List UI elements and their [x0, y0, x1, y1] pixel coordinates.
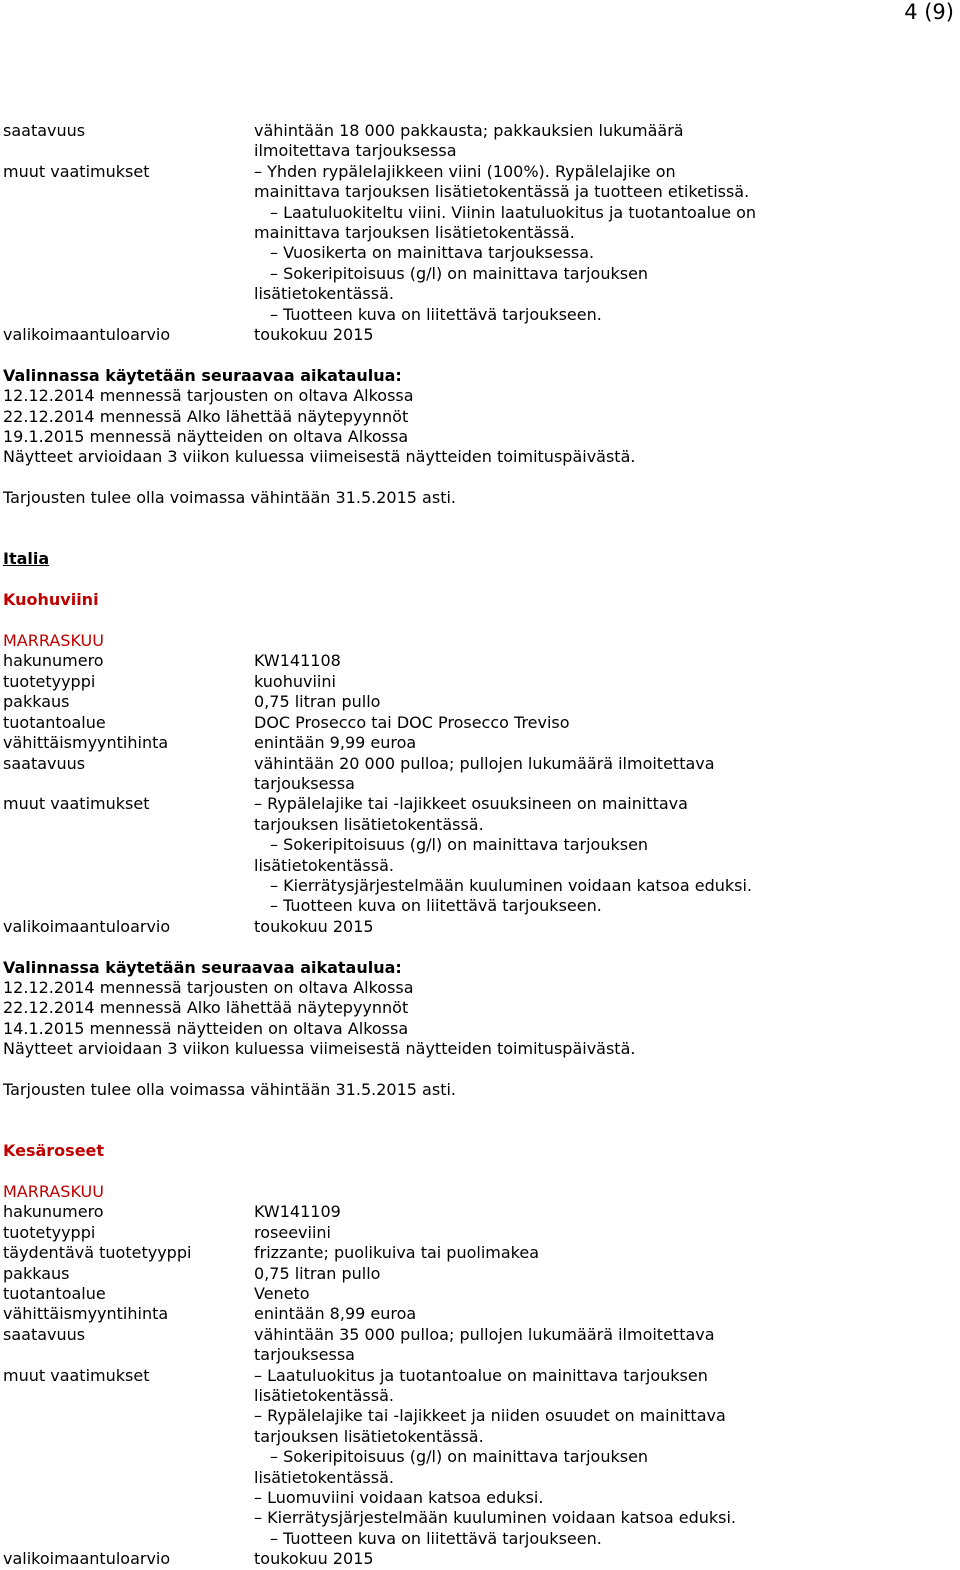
tuotantoalue-row [3, 713, 958, 733]
taydentava-tuotetyyppi-row [3, 1243, 958, 1263]
muut-vaatimukset-value [254, 162, 958, 325]
value-line: tarjouksessa [254, 1345, 355, 1365]
requirement-line: – Vuosikerta on mainittava tarjouksessa. [270, 243, 595, 263]
muut-vaatimukset-row [3, 1366, 958, 1550]
hinta-row [3, 733, 958, 753]
pakkaus-row [3, 692, 958, 712]
country-heading: Italia [3, 549, 50, 569]
page-number: 4 (9) [904, 0, 954, 24]
schedule-line: Näytteet arvioidaan 3 viikon kuluessa viimeisestä näytteiden toimituspäivästä. [3, 1039, 636, 1059]
requirement-line: – Rypälelajike tai -lajikkeet osuuksineen on mainittava [254, 794, 688, 814]
saatavuus-label: saatavuus [3, 753, 86, 773]
requirement-line: – Luomuviini voidaan katsoa eduksi. [254, 1488, 544, 1508]
muut-vaatimukset-label: muut vaatimukset [3, 794, 150, 814]
valikoimaantuloarvio-row [3, 917, 958, 937]
requirement-line: mainittava tarjouksen lisätietokentässä ja tuotteen etiketissä. [254, 182, 750, 202]
requirement-line: – Laatuluokitus ja tuotantoalue on mainittava tarjouksen [254, 1365, 708, 1385]
requirement-line: lisätietokentässä. [254, 284, 394, 304]
hakunumero-label: hakunumero [3, 651, 104, 671]
schedule-line: Näytteet arvioidaan 3 viikon kuluessa viimeisestä näytteiden toimituspäivästä. [3, 447, 636, 467]
value-line: ilmoitettava tarjouksessa [254, 141, 457, 161]
tuotetyyppi-row [3, 1223, 958, 1243]
schedule-line: 12.12.2014 mennessä tarjousten on oltava Alkossa [3, 977, 414, 997]
saatavuus-value [254, 1325, 958, 1366]
schedule-heading: Valinnassa käytetään seuraavaa aikataulua: [3, 957, 402, 977]
tuotantoalue-row [3, 1284, 958, 1304]
schedule-line: 22.12.2014 mennessä Alko lähettää näytepyynnöt [3, 998, 409, 1018]
requirement-line: – Rypälelajike tai -lajikkeet ja niiden osuudet on mainittava [254, 1406, 726, 1426]
hinta-label: vähittäismyyntihinta [3, 1304, 169, 1324]
pakkaus-label: pakkaus [3, 1263, 70, 1283]
requirement-line: – Sokeripitoisuus (g/l) on mainittava tarjouksen [270, 835, 649, 855]
requirement-line: – Tuotteen kuva on liitettävä tarjoukseen. [270, 1528, 602, 1548]
hinta-value: enintään 9,99 euroa [254, 733, 417, 753]
schedule-line: 12.12.2014 mennessä tarjousten on oltava Alkossa [3, 386, 414, 406]
value-line: vähintään 18 000 pakkausta; pakkauksien lukumäärä [254, 121, 684, 140]
tuotantoalue-label: tuotantoalue [3, 1283, 106, 1303]
muut-vaatimukset-row [3, 162, 958, 325]
valikoimaantuloarvio-value: toukokuu 2015 [254, 325, 374, 345]
requirement-line: – Kierrätysjärjestelmään kuuluminen voidaan katsoa eduksi. [254, 1508, 736, 1528]
taydentava-tuotetyyppi-value: frizzante; puolikuiva tai puolimakea [254, 1243, 540, 1263]
value-line: tarjouksessa [254, 773, 355, 793]
requirement-line: – Laatuluokiteltu viini. Viinin laatuluokitus ja tuotantoalue on [270, 202, 757, 222]
valikoimaantuloarvio-label: valikoimaantuloarvio [3, 1549, 171, 1569]
hinta-value: enintään 8,99 euroa [254, 1304, 417, 1324]
hinta-row [3, 1304, 958, 1324]
validity-note: Tarjousten tulee olla voimassa vähintään 31.5.2015 asti. [3, 488, 456, 508]
tuotetyyppi-label: tuotetyyppi [3, 671, 96, 691]
hakunumero-label: hakunumero [3, 1202, 104, 1222]
muut-vaatimukset-label: muut vaatimukset [3, 1365, 150, 1385]
tuotantoalue-value: DOC Prosecco tai DOC Prosecco Treviso [254, 712, 570, 732]
requirement-line: lisätietokentässä. [254, 1386, 394, 1406]
requirement-line: lisätietokentässä. [254, 855, 394, 875]
requirement-line: tarjouksen lisätietokentässä. [254, 1426, 484, 1446]
value-line: vähintään 20 000 pulloa; pullojen lukumäärä ilmoitettava [254, 753, 715, 773]
requirement-line: – Tuotteen kuva on liitettävä tarjoukseen. [270, 304, 602, 324]
schedule-line: 14.1.2015 mennessä näytteiden on oltava Alkossa [3, 1018, 409, 1038]
saatavuus-row [3, 754, 958, 795]
valikoimaantuloarvio-row [3, 325, 958, 345]
validity-note: Tarjousten tulee olla voimassa vähintään 31.5.2015 asti. [3, 1079, 456, 1099]
requirement-line: – Sokeripitoisuus (g/l) on mainittava tarjouksen [270, 1447, 649, 1467]
saatavuus-label: saatavuus [3, 1324, 86, 1344]
saatavuus-row [3, 121, 958, 162]
hinta-label: vähittäismyyntihinta [3, 733, 169, 753]
tuotantoalue-value: Veneto [254, 1283, 310, 1303]
hakunumero-row [3, 651, 958, 671]
requirement-line: – Kierrätysjärjestelmään kuuluminen voidaan katsoa eduksi. [270, 875, 752, 895]
schedule-line: 22.12.2014 mennessä Alko lähettää näytepyynnöt [3, 406, 409, 426]
tuotetyyppi-row [3, 672, 958, 692]
muut-vaatimukset-label: muut vaatimukset [3, 161, 150, 181]
valikoimaantuloarvio-value: toukokuu 2015 [254, 1549, 374, 1569]
muut-vaatimukset-value [254, 1366, 958, 1550]
requirement-line: – Sokeripitoisuus (g/l) on mainittava tarjouksen [270, 263, 649, 283]
saatavuus-row [3, 1325, 958, 1366]
valikoimaantuloarvio-value: toukokuu 2015 [254, 916, 374, 936]
pakkaus-value: 0,75 litran pullo [254, 692, 381, 712]
saatavuus-value [254, 754, 958, 795]
valikoimaantuloarvio-row [3, 1549, 958, 1569]
category-heading: Kesäroseet [3, 1141, 105, 1161]
hakunumero-value: KW141108 [254, 651, 341, 671]
muut-vaatimukset-row [3, 794, 958, 916]
pakkaus-label: pakkaus [3, 692, 70, 712]
document-body [3, 121, 958, 1570]
schedule-heading: Valinnassa käytetään seuraavaa aikataulua: [3, 365, 402, 385]
month-label: MARRASKUU [3, 631, 104, 651]
tuotetyyppi-label: tuotetyyppi [3, 1222, 96, 1242]
schedule-line: 19.1.2015 mennessä näytteiden on oltava Alkossa [3, 427, 409, 447]
muut-vaatimukset-value [254, 794, 958, 916]
category-heading: Kuohuviini [3, 590, 99, 610]
pakkaus-row [3, 1264, 958, 1284]
tuotetyyppi-value: kuohuviini [254, 671, 336, 691]
requirement-line: tarjouksen lisätietokentässä. [254, 814, 484, 834]
value-line: vähintään 35 000 pulloa; pullojen lukumäärä ilmoitettava [254, 1324, 715, 1344]
hakunumero-row [3, 1202, 958, 1222]
tuotetyyppi-value: roseeviini [254, 1222, 331, 1242]
saatavuus-value [254, 121, 958, 162]
requirement-line: lisätietokentässä. [254, 1467, 394, 1487]
requirement-line: – Tuotteen kuva on liitettävä tarjoukseen. [270, 896, 602, 916]
valikoimaantuloarvio-label: valikoimaantuloarvio [3, 325, 171, 345]
hakunumero-value: KW141109 [254, 1202, 341, 1222]
requirement-line: mainittava tarjouksen lisätietokentässä. [254, 223, 575, 243]
month-label: MARRASKUU [3, 1181, 104, 1201]
tuotantoalue-label: tuotantoalue [3, 712, 106, 732]
saatavuus-label: saatavuus [3, 121, 86, 140]
taydentava-tuotetyyppi-label: täydentävä tuotetyyppi [3, 1243, 192, 1263]
valikoimaantuloarvio-label: valikoimaantuloarvio [3, 916, 171, 936]
requirement-line: – Yhden rypälelajikkeen viini (100%). Rypälelajike on [254, 161, 676, 181]
pakkaus-value: 0,75 litran pullo [254, 1263, 381, 1283]
